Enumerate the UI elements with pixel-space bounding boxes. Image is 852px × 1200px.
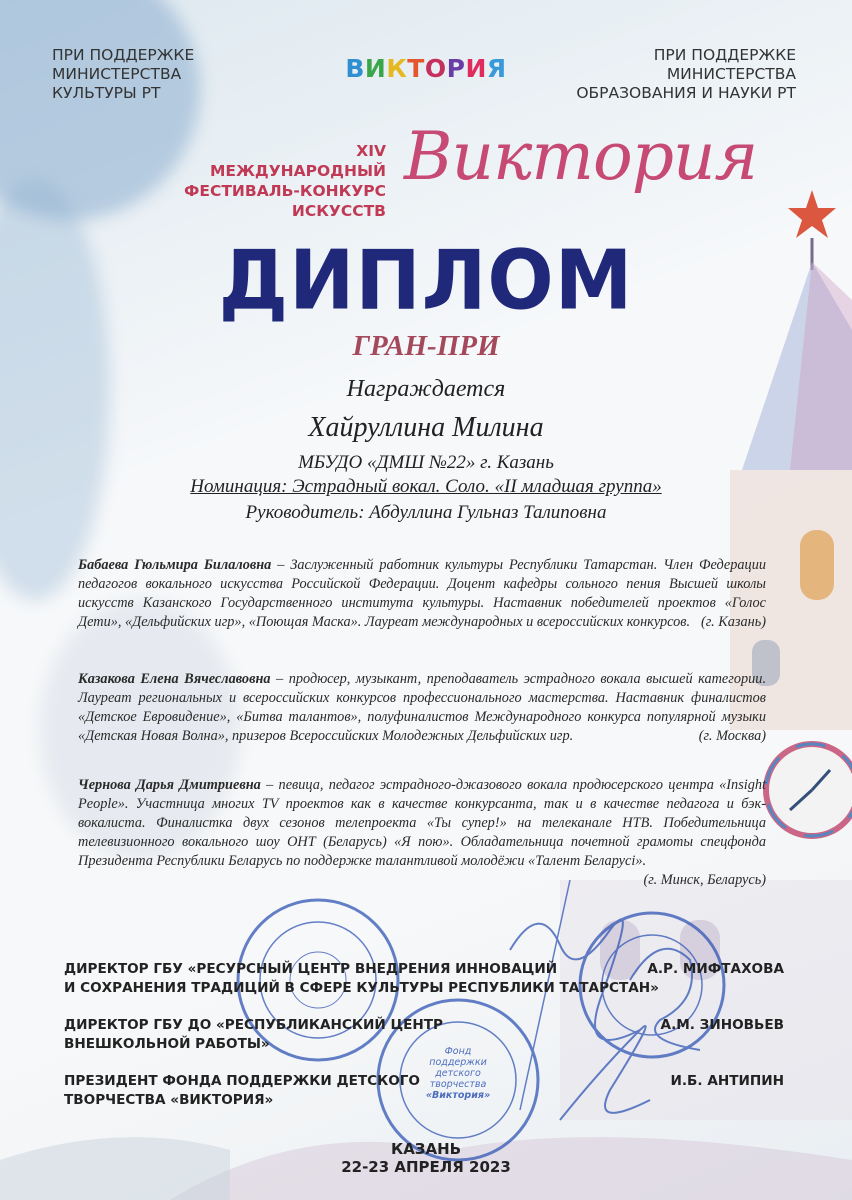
signatory-name: А.Р. МИФТАХОВА (647, 961, 784, 977)
role-line: ДИРЕКТОР ГБУ ДО «РЕСПУБЛИКАНСКИЙ ЦЕНТР (64, 1017, 443, 1033)
jury-city: (г. Казань) (700, 614, 766, 630)
support-line: МИНИСТЕРСТВА (52, 65, 182, 83)
support-line: КУЛЬТУРЫ РТ (52, 84, 161, 102)
stamp-line: детского (435, 1068, 481, 1079)
signatory-role (64, 1016, 443, 1054)
signatory-name: И.Б. АНТИПИН (670, 1073, 784, 1089)
logo-letter: В (345, 54, 365, 83)
role-line: ПРЕЗИДЕНТ ФОНДА ПОДДЕРЖКИ ДЕТСКОГО (64, 1073, 420, 1089)
jury-bio: – певица, педагог эстрадного-джазового вокала продюсерского центра «Insight People». Участница многих TV проектов как в качестве конкурсанта, так и в качестве педагога и бэк-вокалиста. Финалистка двух сезонов телепроекта «Ты супер!» на телеканале НТВ. Победительница телевизионного вокального шоу ОНТ (Беларусь) «Я пою». Обладательница почетной грамоты спецфонда Президента Республики Беларусь по поддержке талантливой молодёжи «Талент Беларусі». (78, 777, 766, 869)
jury-bio: – Заслуженный работник культуры Республики Татарстан. Член Федерации педагогов вокального искусства Российской Федерации. Доцент кафедры сольного пения Высшей школы искусств Казанского Государственного института культуры. Наставник победителей проектов «Голос Дети», «Дельфийских игр», «Поющая Маска». Лауреат международных и всероссийских конкурсов. (78, 557, 766, 630)
logo-letter: И (364, 54, 387, 83)
recipient-name: Хайруллина Милина (308, 412, 544, 443)
awarded-label: Награждается (346, 376, 506, 402)
jury-name: Бабаева Гюльмира Билаловна (78, 557, 272, 573)
award-title: ГРАН-ПРИ (352, 330, 500, 362)
logo-letter: К (386, 54, 408, 83)
stamp-line: «Виктория» (425, 1090, 491, 1101)
logo-letter: И (465, 54, 487, 83)
support-line: ПРИ ПОДДЕРЖКЕ (52, 46, 195, 64)
footer-city: КАЗАНЬ (390, 1140, 462, 1158)
festival-line: ФЕСТИВАЛЬ-КОНКУРС (184, 182, 386, 200)
role-line: ДИРЕКТОР ГБУ «РЕСУРСНЫЙ ЦЕНТР ВНЕДРЕНИЯ ИННОВАЦИЙ (64, 961, 558, 977)
jury-name: Казакова Елена Вячеславовна (78, 671, 271, 687)
jury-bio: – продюсер, музыкант, преподаватель эстрадного вокала высшей категории. Лауреат региональных и всероссийских конкурсов профессионального мастерства. Наставник финалистов «Детское Евровидение», «Битва талантов», полуфиналистов Международного конкурса популярной музыки «Детская Новая Волна», призеров Всероссийских Молодежных Дельфийских игр. (78, 671, 767, 744)
signatory (64, 960, 784, 998)
diploma-title: ДИПЛОМ (218, 233, 634, 329)
role-line: И СОХРАНЕНИЯ ТРАДИЦИЙ В СФЕРЕ КУЛЬТУРЫ РЕСПУБЛИКИ ТАТАРСТАН» (64, 980, 659, 996)
nomination-text: Номинация: Эстрадный вокал. Соло. «II младшая группа» (190, 476, 662, 497)
school-name: МБУДО «ДМШ №22» г. Казань (298, 452, 554, 473)
stamp-line: Фонд (444, 1046, 472, 1057)
jury-name: Чернова Дарья Дмитриевна (78, 777, 261, 793)
signatory-name: А.М. ЗИНОВЬЕВ (660, 1017, 784, 1033)
support-line: ОБРАЗОВАНИЯ И НАУКИ РТ (576, 84, 796, 102)
logo-letter: Р (446, 54, 466, 83)
support-line: МИНИСТЕРСТВА (666, 65, 796, 83)
signatory-role (64, 960, 659, 998)
signatory (64, 1016, 784, 1054)
festival-line: ИСКУССТВ (291, 202, 386, 220)
role-line: ТВОРЧЕСТВА «ВИКТОРИЯ» (64, 1092, 274, 1108)
signatory-role (64, 1072, 420, 1110)
role-line: ВНЕШКОЛЬНОЙ РАБОТЫ» (64, 1036, 270, 1052)
jury-city: (г. Москва) (698, 728, 766, 744)
festival-line: XIV МЕЖДУНАРОДНЫЙ (209, 142, 386, 180)
stamp-line: творчества (429, 1079, 487, 1090)
leader: Руководитель: Абдуллина Гульназ Талиповна (245, 502, 607, 523)
signatory (64, 1072, 784, 1110)
footer-date: 22-23 АПРЕЛЯ 2023 (341, 1158, 511, 1176)
logo-letter: Т (407, 54, 425, 83)
stamp-line: поддержки (429, 1057, 487, 1068)
jury-city: (г. Минск, Беларусь) (643, 872, 766, 888)
logo-letter: Я (486, 54, 507, 83)
logo-letter: О (424, 54, 447, 83)
support-line: ПРИ ПОДДЕРЖКЕ (653, 46, 796, 64)
festival-script-name: Виктория (404, 118, 758, 195)
